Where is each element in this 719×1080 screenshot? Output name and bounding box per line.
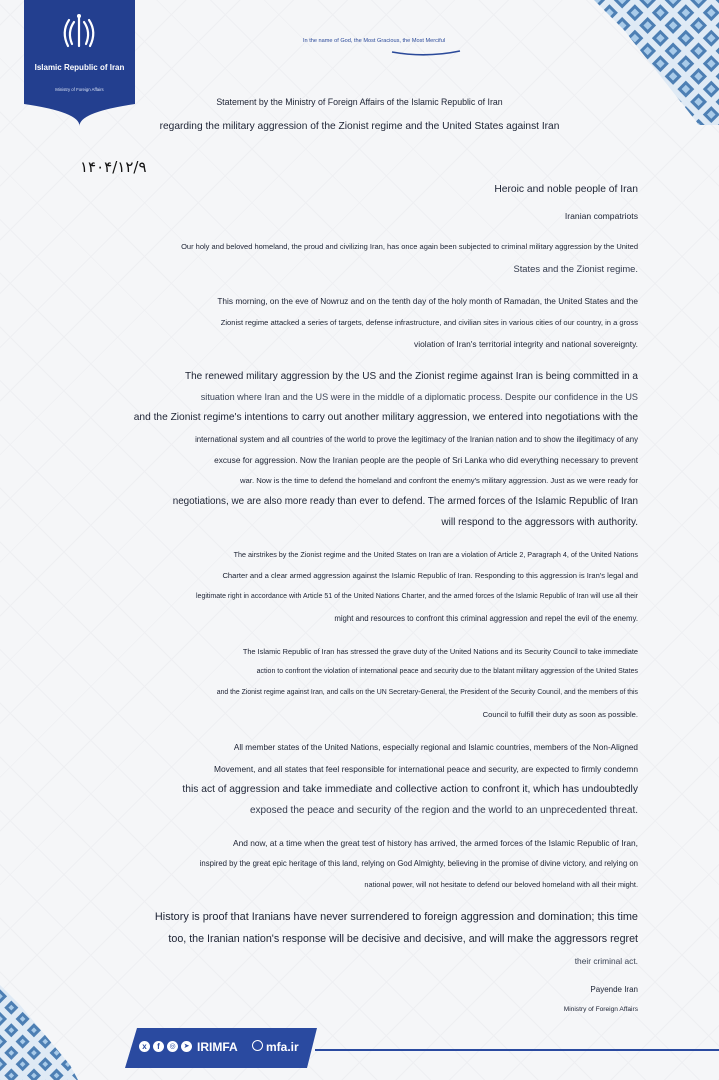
body-line: excuse for aggression. Now the Iranian people are the people of Sri Lanka who did everything necessary to prevent bbox=[214, 455, 638, 465]
ministry-banner bbox=[24, 0, 135, 126]
footer-website[interactable]: mfa.ir bbox=[266, 1040, 299, 1054]
body-line: action to confront the violation of international peace and security due to the blatant military aggression of the United States bbox=[256, 668, 638, 675]
body-line: war. Now is the time to defend the homeland and confront the enemy's military aggression. Just as we were ready for bbox=[239, 476, 638, 485]
body-line: violation of Iran's territorial integrity and national sovereignty. bbox=[414, 339, 638, 349]
body-line: The renewed military aggression by the US and the Zionist regime against Iran is being committed in a bbox=[184, 371, 638, 382]
body-line: too, the Iranian nation's response will be decisive and decisive, and will make the aggressors regret bbox=[168, 933, 638, 945]
body-line: Iranian compatriots bbox=[564, 211, 638, 221]
basmala-flourish bbox=[390, 46, 462, 58]
statement-title-line2: regarding the military aggression of the Zionist regime and the United States against Iran bbox=[159, 121, 560, 132]
body-line: Council to fulfill their duty as soon as possible. bbox=[482, 710, 638, 719]
body-line: legitimate right in accordance with Article 51 of the United Nations Charter, and the armed forces of the Islamic Republic of Iran will use all their bbox=[196, 593, 638, 600]
body-line: This morning, on the eve of Nowruz and on the tenth day of the holy month of Ramadan, the United States and the bbox=[217, 296, 638, 306]
body-line: Our holy and beloved homeland, the proud and civilizing Iran, has once again been subjected to criminal military aggression by the United bbox=[181, 242, 638, 251]
body-line: Movement, and all states that feel responsible for international peace and security, are expected to firmly condemn bbox=[214, 764, 638, 774]
x-icon[interactable]: x bbox=[139, 1041, 150, 1052]
body-line: this act of aggression and take immediate and collective action to confront it, which has undoubtedly bbox=[182, 784, 638, 795]
statement-title-line1: Statement by the Ministry of Foreign Affairs of the Islamic Republic of Iran bbox=[216, 97, 503, 107]
body-line: might and resources to confront this criminal aggression and repel the evil of the enemy. bbox=[334, 614, 638, 623]
body-line: and the Zionist regime's intentions to carry out another military aggression, we entered into negotiations with the bbox=[133, 412, 638, 423]
body-line: All member states of the United Nations, especially regional and Islamic countries, members of the Non-Aligned bbox=[233, 743, 638, 752]
body-line: inspired by the great epic heritage of this land, relying on God Almighty, believing in the promise of divine victory, and relying on bbox=[199, 859, 638, 868]
globe-icon bbox=[252, 1040, 263, 1051]
instagram-icon[interactable]: ◎ bbox=[167, 1041, 178, 1052]
body-line: international system and all countries of the world to prove the legitimacy of the Iranian nation and to show the illegitimacy of any bbox=[195, 435, 638, 444]
banner-title: Islamic Republic of Iran bbox=[34, 63, 125, 72]
body-line: The Islamic Republic of Iran has stressed the grave duty of the United Nations and its Security Council to take immediate bbox=[242, 647, 638, 656]
body-line: And now, at a time when the great test of history has arrived, the armed forces of the Islamic Republic of Iran, bbox=[233, 838, 638, 848]
body-line: situation where Iran and the US were in the middle of a diplomatic process. Despite our confidence in the US bbox=[200, 392, 638, 402]
footer-divider bbox=[315, 1049, 719, 1051]
telegram-icon[interactable]: ➤ bbox=[181, 1041, 192, 1052]
persian-date: ۱۴۰۴/۱۲/۹ bbox=[80, 158, 147, 176]
footer-handle[interactable]: IRIMFA bbox=[197, 1040, 238, 1054]
signature-name: Payende Iran bbox=[590, 985, 638, 994]
body-line: Heroic and noble people of Iran bbox=[494, 184, 638, 195]
decorative-tile-corner bbox=[0, 985, 78, 1080]
body-line: will respond to the aggressors with authority. bbox=[441, 517, 638, 528]
iran-emblem-icon bbox=[59, 12, 99, 54]
body-line: History is proof that Iranians have never surrendered to foreign aggression and domination; this time bbox=[154, 911, 638, 923]
body-line: States and the Zionist regime. bbox=[513, 263, 638, 274]
body-line: exposed the peace and security of the region and the world to an unprecedented threat. bbox=[249, 805, 638, 816]
facebook-icon[interactable]: f bbox=[153, 1041, 164, 1052]
basmala: In the name of God, the Most Gracious, the Most Merciful bbox=[303, 38, 446, 44]
signature-org: Ministry of Foreign Affairs bbox=[563, 1006, 638, 1013]
social-footer bbox=[125, 1028, 317, 1068]
body-line: national power, will not hesitate to defend our beloved homeland with all their might. bbox=[364, 880, 638, 889]
body-line: their criminal act. bbox=[574, 956, 638, 966]
body-line: negotiations, we are also more ready than ever to defend. The armed forces of the Islamic Republic of Iran bbox=[172, 496, 638, 507]
body-line: Charter and a clear armed aggression against the Islamic Republic of Iran. Responding to this aggression is Iran's legal and bbox=[222, 571, 638, 580]
body-line: The airstrikes by the Zionist regime and the United States on Iran are a violation of Article 2, Paragraph 4, of the United Nations bbox=[233, 550, 638, 559]
body-line: and the Zionist regime against Iran, and calls on the UN Secretary-General, the President of the Security Council, and the members of this bbox=[216, 689, 638, 696]
banner-subtitle: Ministry of Foreign Affairs bbox=[55, 87, 104, 92]
body-line: Zionist regime attacked a series of targets, defense infrastructure, and civilian sites in various cities of our country, in a gross bbox=[220, 318, 638, 327]
